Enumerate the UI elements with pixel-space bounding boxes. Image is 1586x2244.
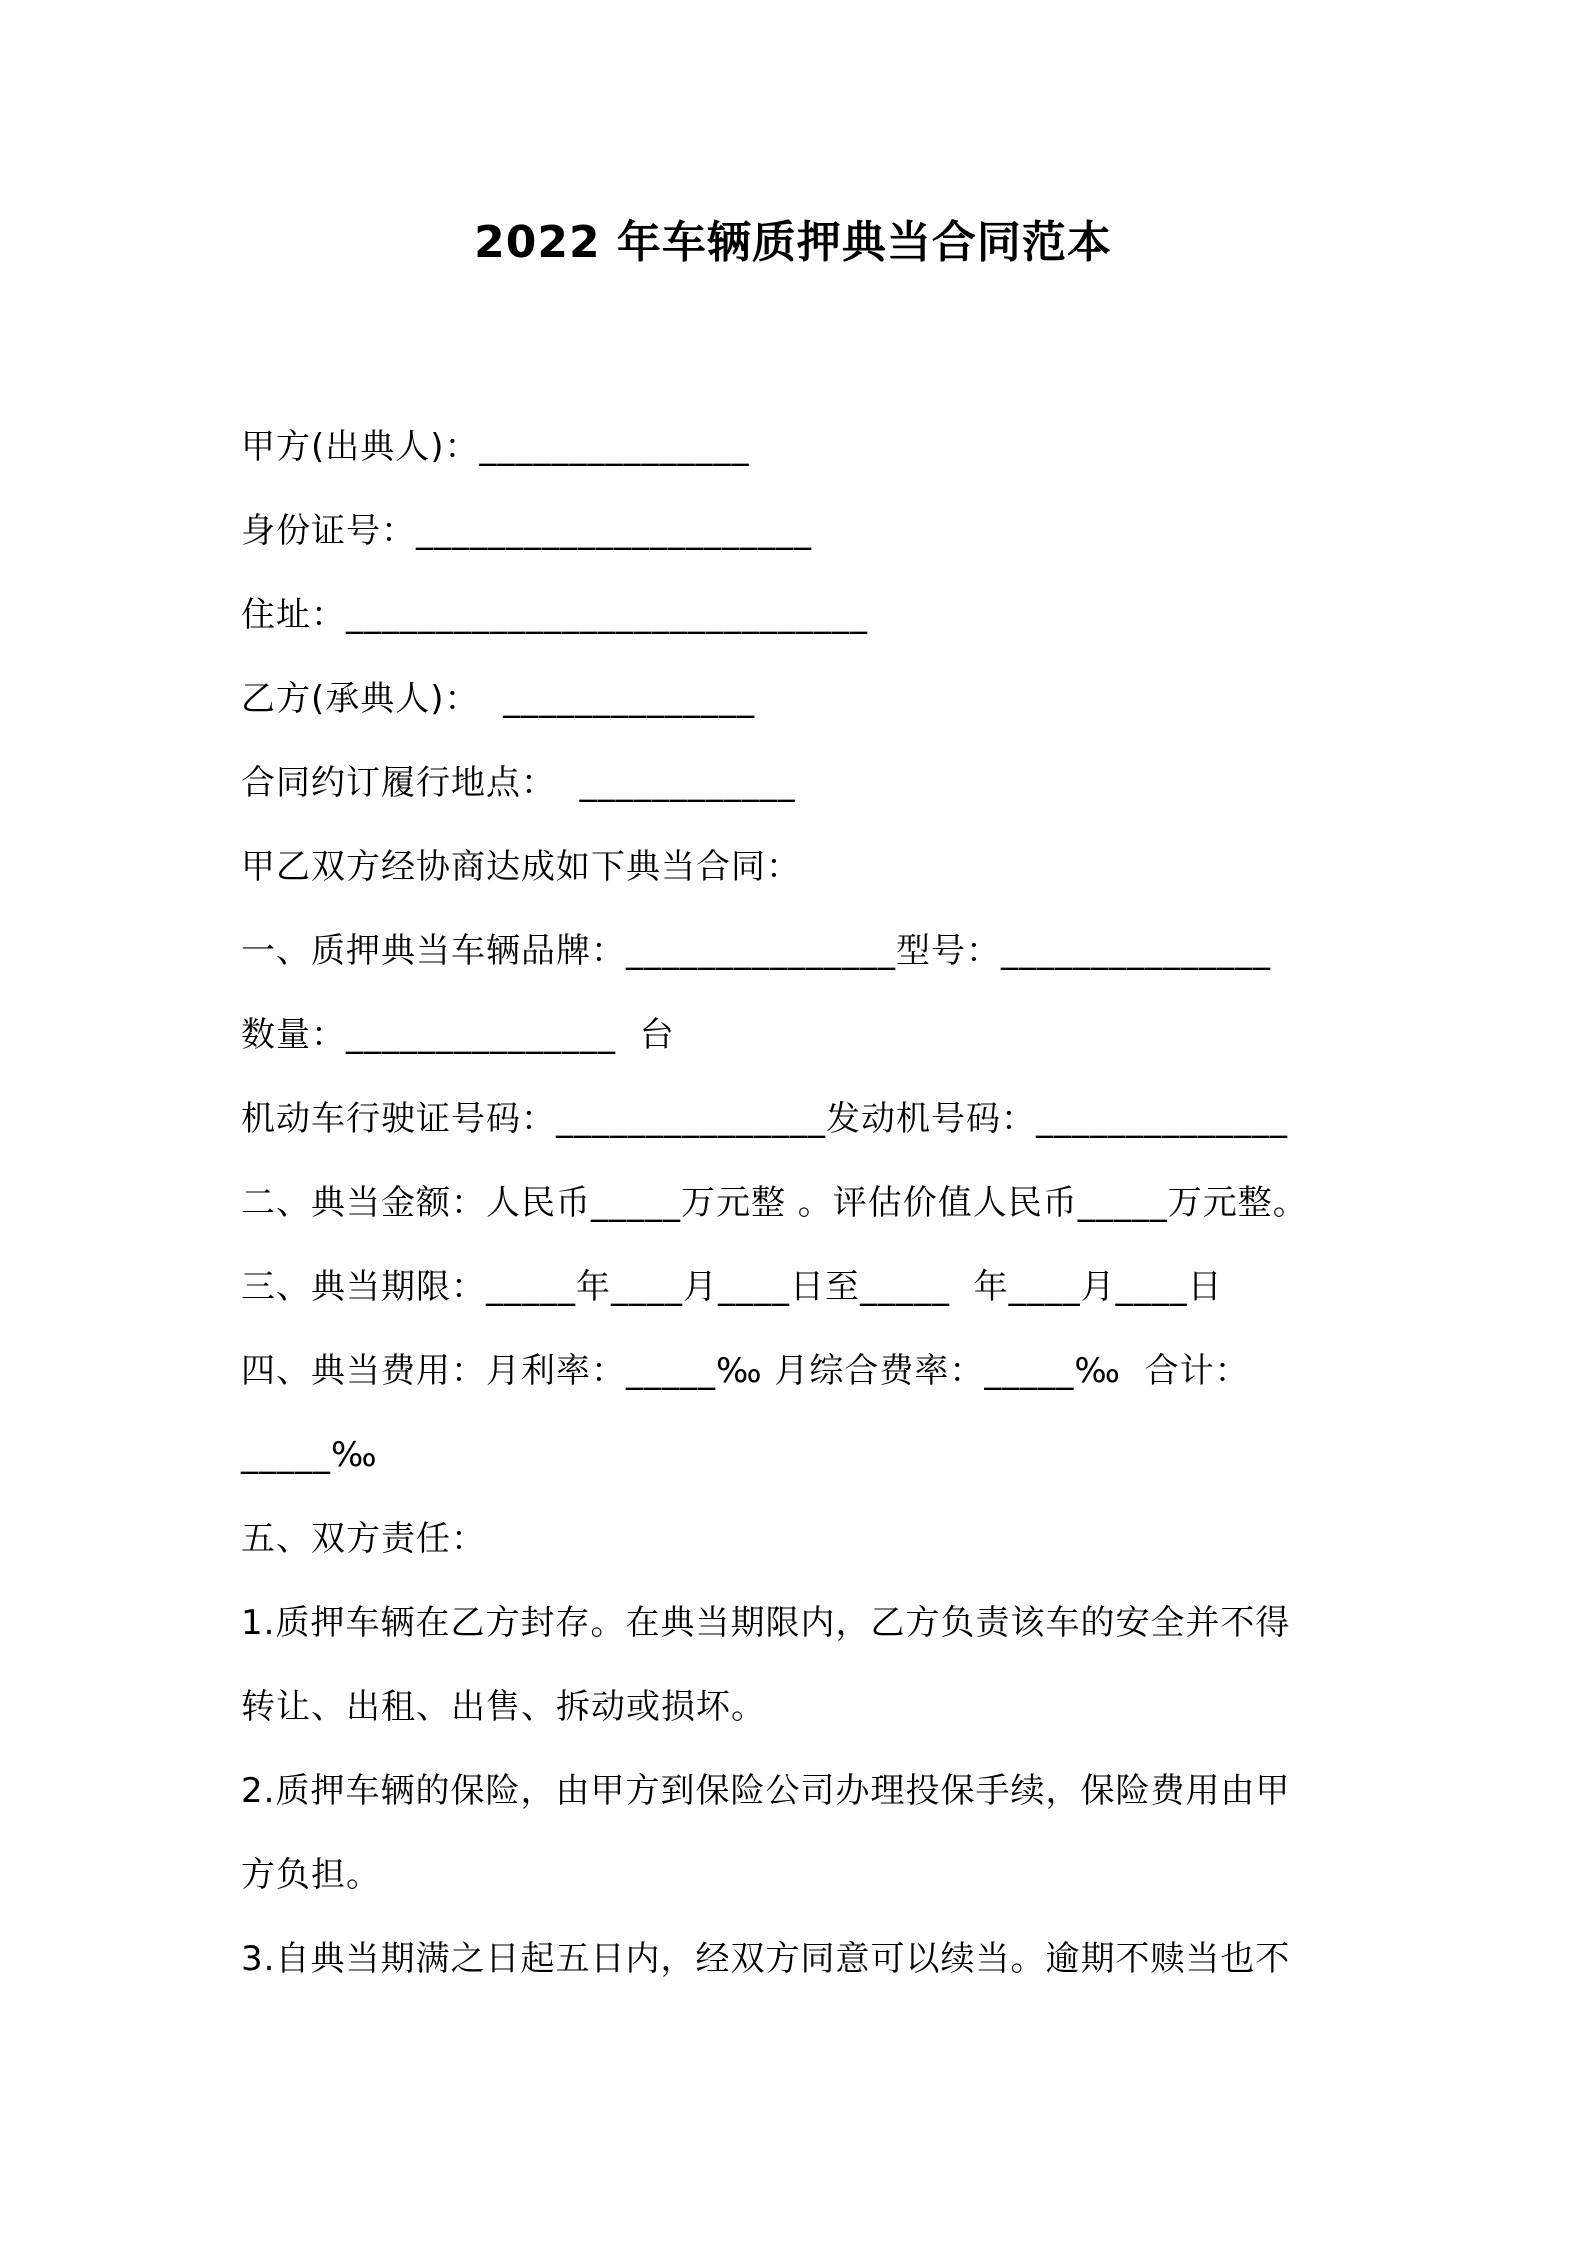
address-line: 住址：_____________________________ xyxy=(241,595,868,635)
id-number-line: 身份证号：______________________ xyxy=(241,511,812,551)
document-title: 2022 年车辆质押典当合同范本 xyxy=(474,217,1112,268)
agreement-intro-line: 甲乙双方经协商达成如下典当合同： xyxy=(241,847,801,887)
vehicle-brand-model-line: 一、质押典当车辆品牌：_______________型号：_______________ xyxy=(241,931,1271,971)
clause-2-line-2: 方负担。 xyxy=(241,1855,381,1895)
quantity-line: 数量：_______________ 台 xyxy=(241,1015,675,1055)
clause-2-line-1: 2.质押车辆的保险，由甲方到保险公司办理投保手续，保险费用由甲 xyxy=(241,1771,1291,1811)
party-b-line: 乙方(承典人)： ______________ xyxy=(241,679,756,719)
performance-place-line: 合同约订履行地点： ____________ xyxy=(241,763,796,803)
fees-line: 四、典当费用：月利率：_____‰ 月综合费率：_____‰ 合计： xyxy=(241,1351,1250,1391)
term-line: 三、典当期限：_____年____月____日至_____ 年____月____日 xyxy=(241,1267,1223,1307)
fees-total-line: _____‰ xyxy=(241,1435,378,1475)
clause-1-line-2: 转让、出租、出售、拆动或损坏。 xyxy=(241,1687,766,1727)
clause-3-line-1: 3.自典当期满之日起五日内，经双方同意可以续当。逾期不赎当也不 xyxy=(241,1939,1291,1979)
license-engine-line: 机动车行驶证号码：_______________发动机号码：______________ xyxy=(241,1099,1288,1139)
amount-line: 二、典当金额：人民币_____万元整 。评估价值人民币_____万元整。 xyxy=(241,1183,1308,1223)
responsibilities-heading: 五、双方责任： xyxy=(241,1519,486,1559)
clause-1-line-1: 1.质押车辆在乙方封存。在典当期限内，乙方负责该车的安全并不得 xyxy=(241,1603,1291,1643)
document-body xyxy=(241,405,1361,2001)
party-a-line: 甲方(出典人)：_______________ xyxy=(241,427,750,467)
